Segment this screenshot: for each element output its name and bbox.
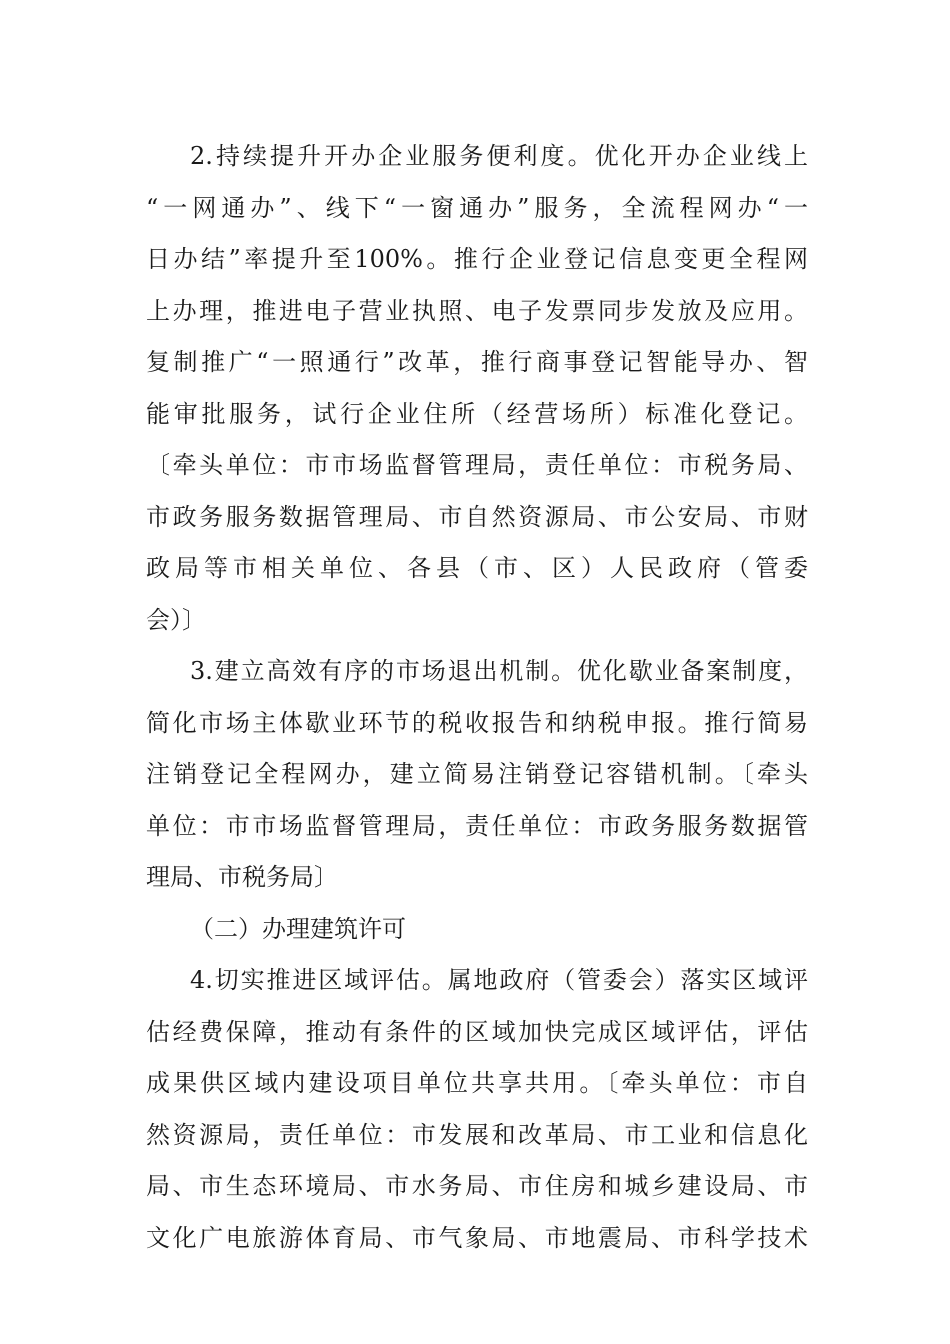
paragraph-item-2 (146, 131, 808, 646)
text-line: 〔牵头单位：市市场监督管理局，责任单位：市税务局、 (146, 451, 808, 479)
text-line: 市政务服务数据管理局、市自然资源局、市公安局、市财 (146, 502, 808, 531)
text-line: 上办理，推进电子营业执照、电子发票同步发放及应用。 (146, 296, 808, 325)
text-line: 注销登记全程网办，建立简易注销登记容错机制。〔牵头 (146, 760, 808, 788)
text-line: 文化广电旅游体育局、市气象局、市地震局、市科学技术 (146, 1223, 808, 1252)
text-line: 政局等市相关单位、各县（市、区）人民政府（管委 (146, 554, 808, 582)
text-line: 成果供区域内建设项目单位共享共用。〔牵头单位：市自 (146, 1069, 808, 1097)
text-line: 日办结”率提升至100%。推行企业登记信息变更全程网 (146, 245, 808, 273)
paragraph-item-3 (146, 646, 808, 904)
text-line: 估经费保障，推动有条件的区域加快完成区域评估，评估 (146, 1017, 808, 1046)
text-line: 理局、市税务局〕 (146, 863, 338, 891)
text-line: 会）〕 (146, 605, 206, 634)
text-line: 然资源局，责任单位：市发展和改革局、市工业和信息化 (146, 1120, 808, 1149)
section-heading-text: （二）办理建筑许可 (190, 914, 406, 943)
text-line: 2.持续提升开办企业服务便利度。优化开办企业线上 (190, 142, 808, 170)
text-line: 单位：市市场监督管理局，责任单位：市政务服务数据管 (146, 811, 808, 840)
text-line: 4.切实推进区域评估。属地政府（管委会）落实区域评 (190, 966, 808, 994)
paragraph-item-4 (146, 955, 808, 1264)
text-line: 3.建立高效有序的市场退出机制。优化歇业备案制度， (190, 657, 808, 685)
document-body (146, 131, 808, 1264)
text-line: 能审批服务，试行企业住所（经营场所）标准化登记。 (146, 399, 808, 428)
text-line: 局、市生态环境局、市水务局、市住房和城乡建设局、市 (146, 1172, 808, 1200)
text-line: 复制推广“一照通行”改革，推行商事登记智能导办、智 (146, 348, 808, 376)
text-line: “一网通办”、线下“一窗通办”服务，全流程网办“一 (146, 193, 808, 222)
text-line: 简化市场主体歇业环节的税收报告和纳税申报。推行简易 (146, 708, 808, 737)
section-heading (146, 904, 808, 956)
